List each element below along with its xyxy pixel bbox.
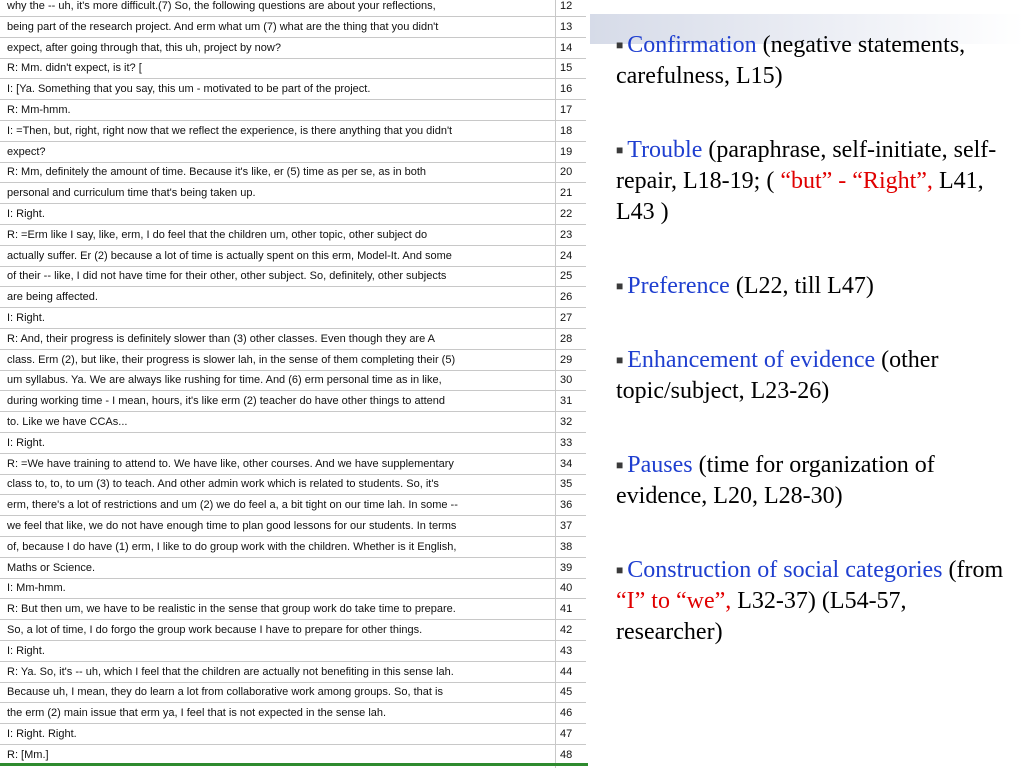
- transcript-row: [0, 225, 586, 246]
- transcript-row: [0, 391, 586, 412]
- transcript-line-text: R: =Erm like I say, like, erm, I do feel that the children um, other topic, other subject do: [7, 228, 428, 241]
- transcript-line-text: class to, to, to um (3) to teach. And other admin work which is related to students. So, it's: [7, 478, 439, 491]
- transcript-line-text: expect, after going through that, this uh, project by now?: [7, 41, 281, 54]
- line-number: 29: [560, 353, 573, 366]
- transcript-line-text: R: =We have training to attend to. We have like, other courses. And we have supplementary: [7, 457, 454, 470]
- line-number: 34: [560, 457, 573, 470]
- bullet-detail: L32-37) (L54-57, researcher): [616, 588, 907, 645]
- bullet-trouble: [616, 135, 1016, 228]
- line-number: 45: [560, 686, 573, 699]
- transcript-line-text: of their -- like, I did not have time for their other, other subject. So, definitely, other subjects: [7, 270, 447, 283]
- transcript-row: [0, 0, 586, 17]
- transcript-line-text: why the -- uh, it's more difficult.(7) So, the following questions are about your reflections,: [7, 0, 436, 12]
- line-number: 44: [560, 665, 573, 678]
- transcript-row: [0, 578, 586, 599]
- transcript-row: [0, 537, 586, 558]
- bullet-detail: (from: [942, 557, 1004, 583]
- transcript-line-text: erm, there's a lot of restrictions and um (2) we do feel a, a bit tight on our time lah. In some --: [7, 499, 458, 512]
- line-number: 32: [560, 416, 573, 428]
- transcript-line-text: the erm (2) main issue that erm ya, I feel that is not expected in the sense lah.: [7, 707, 387, 720]
- square-bullet-icon: ■: [616, 143, 624, 157]
- square-bullet-icon: ■: [616, 458, 624, 472]
- bullet-enhancement: [616, 345, 1016, 407]
- line-number: 12: [560, 0, 573, 12]
- transcript-line-text: R: Mm-hmm.: [7, 104, 71, 116]
- line-number: 37: [560, 520, 573, 532]
- line-number: 17: [560, 104, 573, 116]
- transcript-row: [0, 724, 586, 745]
- bullet-detail: (time for organization of evidence, L20, L28-30): [616, 452, 935, 509]
- bullet-detail: (negative statements, carefulness, L15): [616, 32, 966, 89]
- transcript-line-text: R: Mm. didn't expect, is it? [: [7, 62, 142, 75]
- line-number: 13: [560, 20, 573, 33]
- transcript-line-text: expect?: [7, 145, 46, 158]
- transcript-row: [0, 516, 586, 537]
- bullet-detail: L41, L43 ): [616, 168, 984, 225]
- line-number: 28: [560, 332, 573, 345]
- transcript-row: [0, 17, 586, 38]
- transcript-row: [0, 329, 586, 350]
- transcript-row: [0, 246, 586, 267]
- bullet-highlight: “I” to “we”,: [616, 588, 732, 614]
- line-number: 31: [560, 395, 573, 408]
- transcript-row: [0, 370, 586, 391]
- line-number: 36: [560, 499, 573, 512]
- bottom-rule: [0, 763, 588, 766]
- transcript-row: [0, 58, 586, 79]
- line-number: 18: [560, 124, 573, 137]
- transcript-line-text: actually suffer. Er (2) because a lot of time is actually spent on this erm, Model-It. And some: [7, 249, 452, 262]
- line-number: 23: [560, 228, 573, 241]
- line-number: 22: [560, 208, 573, 220]
- line-number: 24: [560, 249, 573, 262]
- transcript-row: [0, 204, 586, 225]
- bullet-term: Preference: [627, 273, 730, 299]
- transcript-line-text: during working time - I mean, hours, it's like erm (2) teacher do have other things to attend: [7, 395, 446, 408]
- bullet-detail: (L22, till L47): [729, 273, 874, 299]
- bullet-detail: (paraphrase, self-initiate, self-repair, L18-19; (: [616, 137, 997, 194]
- transcript-row: [0, 454, 586, 475]
- bullet-highlight: “but” - “Right”,: [780, 168, 933, 194]
- bullet-term: Enhancement of evidence: [627, 347, 876, 373]
- line-number: 14: [560, 41, 573, 54]
- line-number: 40: [560, 582, 573, 595]
- transcript-row: [0, 662, 586, 683]
- line-number: 38: [560, 540, 573, 553]
- transcript-row: [0, 266, 586, 287]
- bullet-preference: [616, 271, 1016, 302]
- transcript-line-text: personal and curriculum time that's being taken up.: [7, 187, 256, 200]
- line-number: 19: [560, 145, 573, 158]
- transcript-row: [0, 142, 586, 163]
- line-number: 30: [560, 374, 573, 387]
- bullet-social-categories: [616, 555, 1016, 648]
- square-bullet-icon: ■: [616, 353, 624, 367]
- transcript-row: [0, 162, 586, 183]
- transcript-row: [0, 79, 586, 100]
- line-number: 48: [560, 748, 573, 761]
- line-number: 15: [560, 62, 573, 75]
- transcript-line-text: I: Mm-hmm.: [7, 582, 66, 595]
- line-number: 46: [560, 707, 573, 720]
- line-number: 39: [560, 561, 573, 574]
- transcript-line-text: class. Erm (2), but like, their progress is slower lah, in the sense of them completing their (5): [7, 353, 456, 366]
- line-number: 20: [560, 166, 573, 179]
- transcript-row: [0, 599, 586, 620]
- transcript-line-text: I: Right.: [7, 644, 45, 657]
- transcript-line-text: being part of the research project. And erm what um (7) what are the thing that you didn't: [7, 20, 439, 33]
- line-number: 41: [560, 603, 573, 616]
- transcript-line-text: I: Right. Right.: [7, 728, 77, 740]
- bullet-pauses: [616, 450, 1016, 512]
- transcript-row: [0, 495, 586, 516]
- transcript-row: [0, 350, 586, 371]
- line-number: 21: [560, 187, 573, 200]
- bullet-confirmation: [616, 30, 1016, 92]
- transcript-line-text: I: [Ya. Something that you say, this um - motivated to be part of the project.: [7, 83, 371, 96]
- bullet-detail: (other topic/subject, L23-26): [616, 347, 939, 404]
- line-number: 26: [560, 291, 573, 304]
- square-bullet-icon: ■: [616, 38, 624, 52]
- bullet-term: Trouble: [627, 137, 703, 163]
- transcript-line-text: we feel that like, we do not have enough time to plan good lessons for our students. In terms: [7, 520, 457, 532]
- transcript-line-text: So, a lot of time, I do forgo the group work because I have to prepare for other things.: [7, 624, 423, 636]
- transcript-line-text: Because uh, I mean, they do learn a lot from collaborative work among groups. So, that is: [7, 686, 443, 699]
- analysis-bullet-list: [616, 30, 1016, 691]
- transcript-row: [0, 308, 586, 329]
- transcript-line-text: are being affected.: [7, 291, 98, 304]
- transcript-row: [0, 287, 586, 308]
- transcript-row: [0, 474, 586, 495]
- transcript-line-text: I: Right.: [7, 208, 45, 220]
- square-bullet-icon: ■: [616, 563, 624, 577]
- transcript-line-text: R: [Mm.]: [7, 748, 49, 761]
- transcript-row: [0, 620, 586, 641]
- line-number: 25: [560, 270, 573, 283]
- transcript-line-text: R: And, their progress is definitely slower than (3) other classes. Even though they are A: [7, 332, 436, 345]
- transcript-row: [0, 433, 586, 454]
- transcript-line-text: to. Like we have CCAs...: [7, 416, 128, 428]
- transcript-row: [0, 121, 586, 142]
- transcript-line-text: R: Ya. So, it's -- uh, which I feel that the children are actually not benefiting in this sense lah.: [7, 665, 454, 678]
- transcript-row: [0, 641, 586, 662]
- transcript-line-text: I: Right.: [7, 436, 45, 449]
- transcript-line-text: I: =Then, but, right, right now that we reflect the experience, is there anything that you didn't: [7, 124, 453, 137]
- transcript-row: [0, 38, 586, 59]
- line-number: 35: [560, 478, 573, 491]
- bullet-term: Pauses: [627, 452, 693, 478]
- line-number: 33: [560, 436, 573, 449]
- line-number: 27: [560, 312, 573, 324]
- transcript-line-text: um syllabus. Ya. We are always like rushing for time. And (6) erm personal time as in like,: [7, 374, 442, 387]
- transcript-row: [0, 703, 586, 724]
- square-bullet-icon: ■: [616, 279, 624, 293]
- transcript-row: [0, 412, 586, 433]
- transcript-line-text: R: Mm, definitely the amount of time. Because it's like, er (5) time as per se, as in both: [7, 166, 427, 179]
- transcript-row: [0, 558, 586, 579]
- transcript-line-text: Maths or Science.: [7, 561, 96, 574]
- transcript-row: [0, 183, 586, 204]
- line-number: 42: [560, 624, 573, 636]
- transcript-row: [0, 682, 586, 703]
- transcript-line-text: R: But then um, we have to be realistic in the sense that group work do take time to prepare.: [7, 603, 456, 616]
- transcript-row: [0, 100, 586, 121]
- line-number: 16: [560, 83, 573, 96]
- line-number-divider: [555, 0, 556, 768]
- transcript-line-text: of, because I do have (1) erm, I like to do group work with the children. Whether is it English,: [7, 540, 457, 553]
- bullet-term: Construction of social categories: [627, 557, 943, 583]
- line-number: 43: [560, 644, 573, 657]
- bullet-term: Confirmation: [627, 32, 757, 58]
- transcript-line-text: I: Right.: [7, 312, 45, 324]
- line-number: 47: [560, 728, 573, 740]
